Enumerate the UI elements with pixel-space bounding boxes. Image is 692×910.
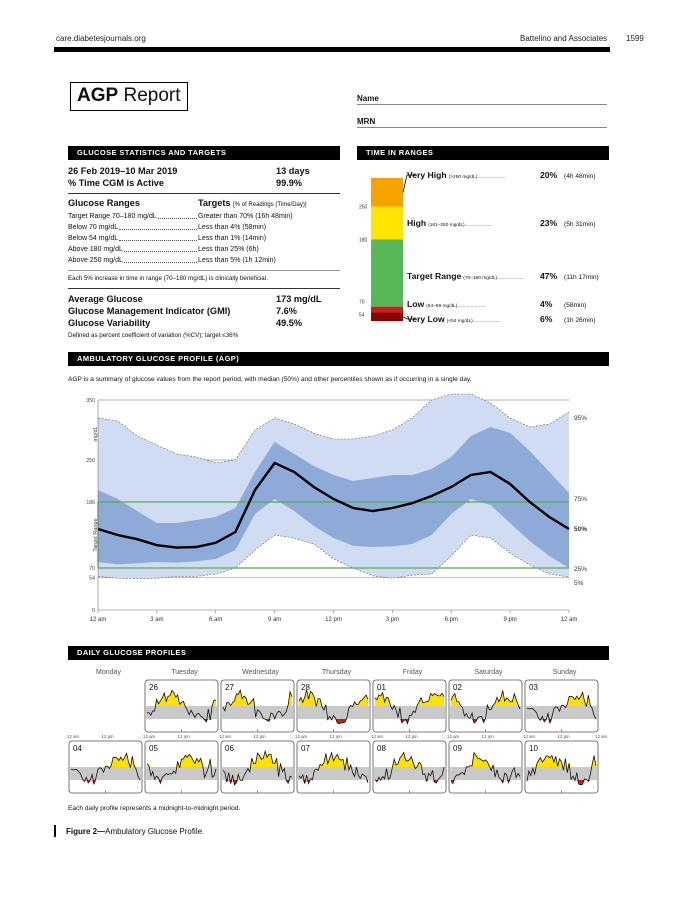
range-label: Above 250 mg/dL (68, 257, 123, 264)
cv-note: Defined as percent coefficient of variation (%CV); target ≤36% (68, 332, 239, 339)
daily-profiles-header: DAILY GLUCOSE PROFILES (68, 646, 609, 660)
gmi-value: 7.6% (276, 306, 297, 316)
tir-band-range: (70–180 mg/dL) (463, 276, 498, 282)
tir-percent: 20% (540, 170, 558, 180)
tir-dots: ..................... (477, 175, 506, 180)
daily-date: 10 (529, 744, 538, 753)
name-label: Name (357, 94, 379, 103)
glucose-ranges-title: Glucose Ranges (68, 198, 140, 208)
daily-date: 09 (453, 744, 462, 753)
caption-label: Figure 2— (66, 827, 106, 836)
agp-y-tick: 70 (89, 566, 95, 572)
tir-band-1 (371, 207, 403, 240)
figure-caption (66, 827, 204, 836)
tir-dots: ..................... (497, 276, 526, 282)
tir-axis-tick: 70 (359, 299, 365, 306)
agp-percentile-label: 75% (574, 496, 588, 503)
title-bold: AGP (77, 85, 119, 106)
tir-axis-tick: 250 (359, 204, 368, 211)
daily-date: 28 (301, 683, 310, 692)
mrn-line (357, 127, 607, 128)
range-label: Above 180 mg/dL (68, 246, 123, 253)
range-label: Below 54 mg/dL (68, 235, 119, 242)
daily-time-label: 12 am (295, 734, 308, 739)
tir-band-2 (371, 239, 403, 306)
tir-time: (5h 31min) (564, 221, 596, 229)
dot-leader (119, 222, 197, 230)
daily-date: 01 (377, 683, 386, 692)
cv-value: 49.5% (276, 318, 303, 328)
page-number: 1599 (626, 34, 644, 43)
daily-profiles-grid (60, 664, 620, 804)
daily-date: 07 (301, 744, 310, 753)
name-line (357, 104, 607, 105)
range-target: Less than 1% (14min) (198, 235, 267, 242)
tir-label (407, 271, 525, 281)
tir-band-name: Low (407, 299, 425, 309)
daily-date: 27 (225, 683, 234, 692)
daily-cell (297, 741, 370, 793)
agp-x-tick: 9 am (267, 617, 282, 623)
running-authors: Battelino and Associates (520, 34, 608, 43)
stats-divider-3 (68, 288, 340, 289)
agp-x-tick: 6 pm (444, 617, 458, 623)
tir-axis-tick: 180 (359, 237, 368, 244)
cv-label: Glucose Variability (68, 318, 151, 328)
daily-date: 06 (225, 744, 234, 753)
day-header: Tuesday (171, 669, 198, 676)
daily-time-label: 12 pm (177, 734, 190, 739)
daily-target-band (298, 706, 369, 719)
gmi-label: Glucose Management Indicator (GMI) (68, 306, 231, 316)
agp-description: AGP is a summary of glucose values from the report period, with median (50%) and other percentiles shown as if occurring in a single day. (68, 376, 472, 383)
daily-time-label: 12 pm (329, 734, 342, 739)
daily-time-label: 12 pm (557, 734, 570, 739)
daily-time-label: 12 pm (253, 734, 266, 739)
tir-band-range: (181–250 mg/dL) (428, 223, 465, 229)
daily-time-label: 12 am (595, 734, 608, 739)
agp-target-label: Target Range (93, 518, 99, 552)
daily-date: 05 (149, 744, 158, 753)
tir-time: (11h 17min) (564, 274, 599, 282)
daily-cell (297, 680, 370, 732)
daily-date: 04 (73, 744, 82, 753)
agp-percentile-label: 25% (574, 566, 588, 573)
range-row (68, 255, 340, 266)
agp-percentile-label: 95% (574, 415, 588, 422)
daily-target-band (222, 767, 293, 780)
tir-dots: ..................... (464, 223, 493, 229)
daily-date: 03 (529, 683, 538, 692)
tir-time: (1h 26min) (564, 317, 596, 324)
agp-y-tick: 180 (86, 500, 95, 506)
journal-url: care.diabetesjournals.org (56, 34, 146, 43)
daily-cell (373, 741, 446, 793)
time-in-ranges-header: TIME IN RANGES (357, 146, 609, 160)
daily-target-band (146, 706, 217, 719)
daily-cell (449, 680, 522, 732)
daily-cell (69, 741, 142, 793)
tir-band-range: (54–69 mg/dL) (426, 304, 458, 309)
date-range: 26 Feb 2019–10 Mar 2019 (68, 166, 178, 176)
day-header: Thursday (321, 669, 352, 676)
dot-leader (124, 255, 197, 263)
tir-percent: 6% (540, 314, 553, 324)
tir-band-name: Very Low (407, 314, 445, 324)
tir-percent: 4% (540, 299, 553, 309)
tir-band-name: High (407, 218, 427, 229)
daily-cell (449, 741, 522, 793)
range-row (68, 222, 340, 233)
tir-dots: ..................... (457, 304, 486, 309)
daily-cell (525, 741, 598, 793)
tir-band-3 (371, 307, 403, 313)
daily-date: 26 (149, 683, 158, 692)
daily-time-label: 12 am (143, 734, 156, 739)
tir-band-0 (371, 178, 403, 207)
tir-band-name: Target Range (407, 271, 462, 282)
daily-cell (221, 680, 294, 732)
tir-time: (4h 48min) (564, 173, 596, 180)
tir-label (407, 299, 485, 309)
daily-cell (221, 741, 294, 793)
title-rest: Report (123, 85, 181, 106)
agp-y-tick: 350 (86, 398, 95, 404)
day-header: Sunday (552, 669, 577, 676)
agp-percentile-label: 5% (574, 580, 584, 587)
range-row (68, 211, 340, 222)
stats-divider-2 (68, 270, 340, 271)
targets-title: Targets (198, 198, 231, 208)
daily-time-label: 12 am (447, 734, 460, 739)
agp-y-tick: 0 (92, 608, 95, 614)
targets-heading (198, 198, 307, 208)
tir-label (407, 314, 501, 324)
range-label: Below 70 mg/dL (68, 224, 119, 231)
agp-x-tick: 12 am (560, 617, 578, 623)
tir-band-name: Very High (407, 170, 447, 180)
range-target: Less than 5% (1h 12min) (198, 257, 276, 264)
range-rows (68, 211, 340, 266)
daily-time-label: 12 pm (481, 734, 494, 739)
tir-time: (58min) (564, 302, 587, 309)
day-header: Wednesday (242, 669, 279, 676)
dot-leader (158, 211, 197, 219)
agp-x-tick: 3 am (150, 617, 164, 623)
caption-marker (54, 825, 56, 837)
daily-cell (145, 741, 218, 793)
targets-subtitle: [% of Readings (Time/Day)] (233, 202, 307, 208)
daily-cell (525, 680, 598, 732)
mrn-label: MRN (357, 117, 376, 126)
cgm-active-value: 99.9% (276, 178, 303, 188)
daily-time-label: 12 am (371, 734, 384, 739)
day-header: Friday (402, 669, 423, 676)
tir-label (407, 170, 505, 180)
agp-y-tick: 54 (89, 575, 95, 582)
dot-leader (124, 244, 197, 252)
daily-date: 02 (453, 683, 462, 692)
range-target: Less than 25% (6h) (198, 246, 259, 253)
average-glucose-label: Average Glucose (68, 294, 143, 304)
header-rule (54, 47, 610, 52)
agp-y-label: mg/dL (93, 426, 99, 442)
agp-x-tick: 12 am (89, 617, 107, 623)
range-target: Greater than 70% (16h 48min) (198, 213, 293, 220)
daily-time-label: 12 pm (405, 734, 418, 739)
dot-leader (119, 233, 197, 241)
day-header: Saturday (474, 669, 503, 676)
agp-report-title (70, 82, 188, 111)
daily-time-label: 12 am (523, 734, 536, 739)
tir-band-range: (<54 mg/dL) (446, 319, 473, 324)
tir-dots: ..................... (472, 319, 501, 324)
daily-time-label: 12 am (219, 734, 232, 739)
agp-y-tick: 250 (86, 458, 95, 464)
average-glucose-value: 173 mg/dL (276, 294, 322, 304)
range-label: Target Range 70–180 mg/dL (68, 213, 157, 220)
day-header: Monday (96, 669, 121, 676)
daily-target-band (298, 767, 369, 780)
cgm-active-label: % Time CGM is Active (68, 178, 164, 188)
daily-date: 08 (377, 744, 386, 753)
agp-x-tick: 6 am (209, 617, 223, 623)
glucose-stats-header: GLUCOSE STATISTICS AND TARGETS (68, 146, 340, 160)
tir-axis-tick: 54 (359, 312, 365, 319)
agp-header: AMBULATORY GLUCOSE PROFILE (AGP) (68, 352, 609, 366)
agp-x-tick: 12 pm (325, 617, 342, 623)
stats-divider-1 (68, 193, 340, 194)
agp-percentile-label: 50% (574, 526, 588, 533)
range-target: Less than 4% (58min) (198, 224, 267, 231)
agp-x-tick: 9 pm (503, 617, 517, 623)
tir-label (407, 218, 493, 228)
tir-percent: 23% (540, 218, 558, 229)
agp-x-tick: 3 pm (385, 617, 400, 623)
daily-note: Each daily profile represents a midnight-to-midnight period. (68, 805, 241, 812)
range-row (68, 244, 340, 255)
tir-percent: 47% (540, 271, 558, 282)
daily-cell (373, 680, 446, 732)
days-count: 13 days (276, 166, 310, 176)
daily-cell (145, 680, 218, 732)
tir-band-4 (371, 312, 403, 321)
range-row (68, 233, 340, 244)
time-in-ranges-chart (357, 166, 612, 334)
agp-chart (80, 393, 620, 633)
daily-time-label: 12 pm (101, 734, 114, 739)
tir-band-range: (>250 mg/dL) (448, 175, 478, 180)
daily-target-band (222, 706, 293, 719)
caption-text: Ambulatory Glucose Profile. (105, 827, 205, 836)
daily-target-band (526, 767, 597, 780)
tir-benefit-note: Each 5% increase in time in range (70–180 mg/dL) is clinically beneficial. (68, 275, 268, 282)
daily-time-label: 12 am (67, 734, 80, 739)
